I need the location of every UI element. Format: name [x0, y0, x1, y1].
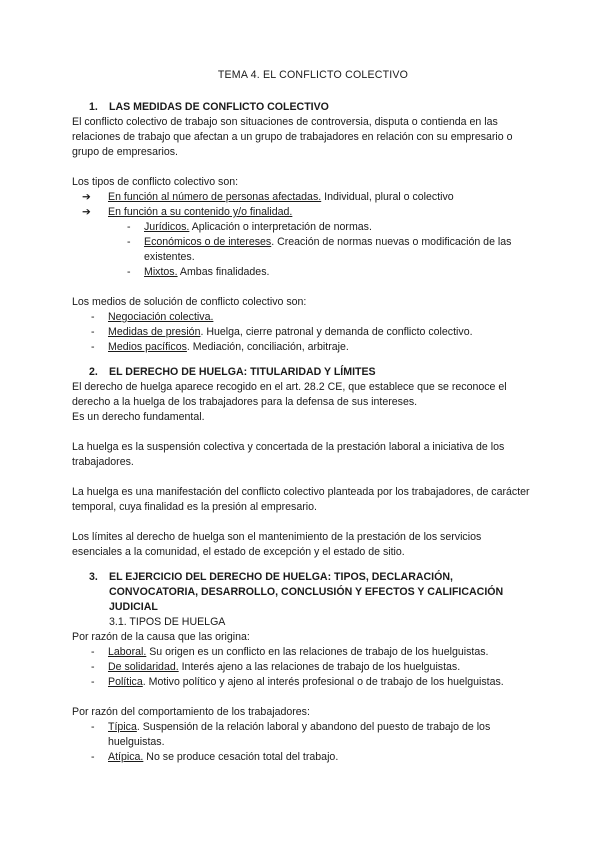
- list-item: [72, 220, 532, 235]
- item-text: . Huelga, cierre patronal y demanda de conflicto colectivo.: [200, 326, 473, 338]
- underlined-term: Laboral.: [108, 646, 147, 658]
- item-text: Ambas finalidades.: [177, 266, 270, 278]
- underlined-term: Atípica.: [108, 751, 144, 763]
- underlined-term: Jurídicos.: [144, 221, 190, 233]
- tipos-list: [72, 190, 532, 220]
- paragraph: La huelga es una manifestación del conflicto colectivo planteada por los trabajadores, de carácter temporal, cuya finalidad es la presión al empresario.: [72, 486, 530, 513]
- underlined-term: Medios pacíficos: [108, 341, 187, 353]
- contenido-sublist: [72, 220, 532, 280]
- underlined-term: Negociación colectiva.: [108, 311, 214, 323]
- list-item: [72, 750, 532, 765]
- item-text: . Motivo político y ajeno al interés profesional o de trabajo de los huelguistas.: [142, 676, 504, 688]
- section-title: LAS MEDIDAS DE CONFLICTO COLECTIVO: [109, 101, 329, 113]
- underlined-term: En función a su contenido y/o finalidad.: [108, 206, 293, 218]
- dash-marker: -: [91, 646, 95, 658]
- item-text: Su origen es un conflicto en las relaciones de trabajo de los huelguistas.: [146, 646, 489, 658]
- subsection-title: 3.1. TIPOS DE HUELGA: [109, 616, 226, 628]
- arrow-icon: ➔: [82, 191, 91, 203]
- document-page: [72, 68, 532, 765]
- list-item: [72, 205, 532, 220]
- list-item: [72, 265, 532, 280]
- dash-marker: -: [91, 311, 95, 323]
- list-item: [72, 720, 532, 750]
- dash-marker: -: [91, 676, 95, 688]
- page-title: TEMA 4. EL CONFLICTO COLECTIVO: [217, 69, 409, 81]
- paragraph: Por razón del comportamiento de los trabajadores:: [72, 706, 310, 718]
- paragraph: Es un derecho fundamental.: [72, 411, 205, 423]
- item-text: . Suspensión de la relación laboral y abandono del puesto de trabajo de los huelguistas.: [108, 721, 491, 748]
- section-title: EL EJERCICIO DEL DERECHO DE HUELGA: TIPOS, DECLARACIÓN, CONVOCATORIA, DESARROLLO, CONCLUSIÓN Y EFECTOS Y CALIFICACIÓN JUDICIAL: [109, 571, 504, 613]
- item-text: No se produce cesación total del trabajo.: [143, 751, 339, 763]
- paragraph: El conflicto colectivo de trabajo son situaciones de controversia, disputa o contienda en las relaciones de trabajo que afectan a un grupo de trabajadores en relación con su empresario o grupo de empresarios.: [72, 116, 513, 158]
- list-item: [72, 645, 532, 660]
- comportamiento-list: [72, 720, 532, 765]
- section-number: 2.: [89, 366, 98, 378]
- section-2-heading: [72, 365, 532, 380]
- section-number: 3.: [89, 571, 98, 583]
- item-text: . Creación de normas nuevas o modificación de las existentes.: [144, 236, 512, 263]
- dash-marker: -: [91, 721, 95, 733]
- underlined-term: Típica: [108, 721, 137, 733]
- paragraph: Por razón de la causa que las origina:: [72, 631, 250, 643]
- list-item: [72, 310, 532, 325]
- item-text: Individual, plural o colectivo: [321, 191, 454, 203]
- paragraph: La huelga es la suspensión colectiva y concertada de la prestación laboral a iniciativa de los trabajadores.: [72, 441, 505, 468]
- paragraph: Los tipos de conflicto colectivo son:: [72, 176, 239, 188]
- underlined-term: En función al número de personas afectadas.: [108, 191, 322, 203]
- underlined-term: De solidaridad.: [108, 661, 179, 673]
- list-item: [72, 190, 532, 205]
- paragraph: Los medios de solución de conflicto colectivo son:: [72, 296, 307, 308]
- dash-marker: -: [91, 751, 95, 763]
- dash-marker: -: [91, 661, 95, 673]
- paragraph: El derecho de huelga aparece recogido en el art. 28.2 CE, que establece que se reconoce el derecho a la huelga de los trabajadores para la defensa de sus intereses.: [72, 381, 507, 408]
- medios-list: [72, 310, 532, 355]
- section-3-heading: [72, 570, 532, 615]
- causa-list: [72, 645, 532, 690]
- dash-marker: -: [91, 326, 95, 338]
- paragraph: Los límites al derecho de huelga son el mantenimiento de la prestación de los servicios esenciales a la comunidad, el estado de excepción y el estado de sitio.: [72, 531, 482, 558]
- section-number: 1.: [89, 101, 98, 113]
- underlined-term: Política: [108, 676, 143, 688]
- list-item: [72, 660, 532, 675]
- item-text: Interés ajeno a las relaciones de trabajo de los huelguistas.: [178, 661, 461, 673]
- item-text: Aplicación o interpretación de normas.: [189, 221, 372, 233]
- dash-marker: -: [91, 341, 95, 353]
- dash-marker: -: [127, 221, 131, 233]
- list-item: [72, 340, 532, 355]
- underlined-term: Medidas de presión: [108, 326, 201, 338]
- list-item: [72, 235, 532, 265]
- arrow-icon: ➔: [82, 206, 91, 218]
- list-item: [72, 675, 532, 690]
- dash-marker: -: [127, 266, 131, 278]
- dash-marker: -: [127, 236, 131, 248]
- section-title: EL DERECHO DE HUELGA: TITULARIDAD Y LÍMITES: [109, 366, 376, 378]
- list-item: [72, 325, 532, 340]
- item-text: . Mediación, conciliación, arbitraje.: [186, 341, 349, 353]
- underlined-term: Económicos o de intereses: [144, 236, 272, 248]
- section-1-heading: [72, 100, 532, 115]
- underlined-term: Mixtos.: [144, 266, 178, 278]
